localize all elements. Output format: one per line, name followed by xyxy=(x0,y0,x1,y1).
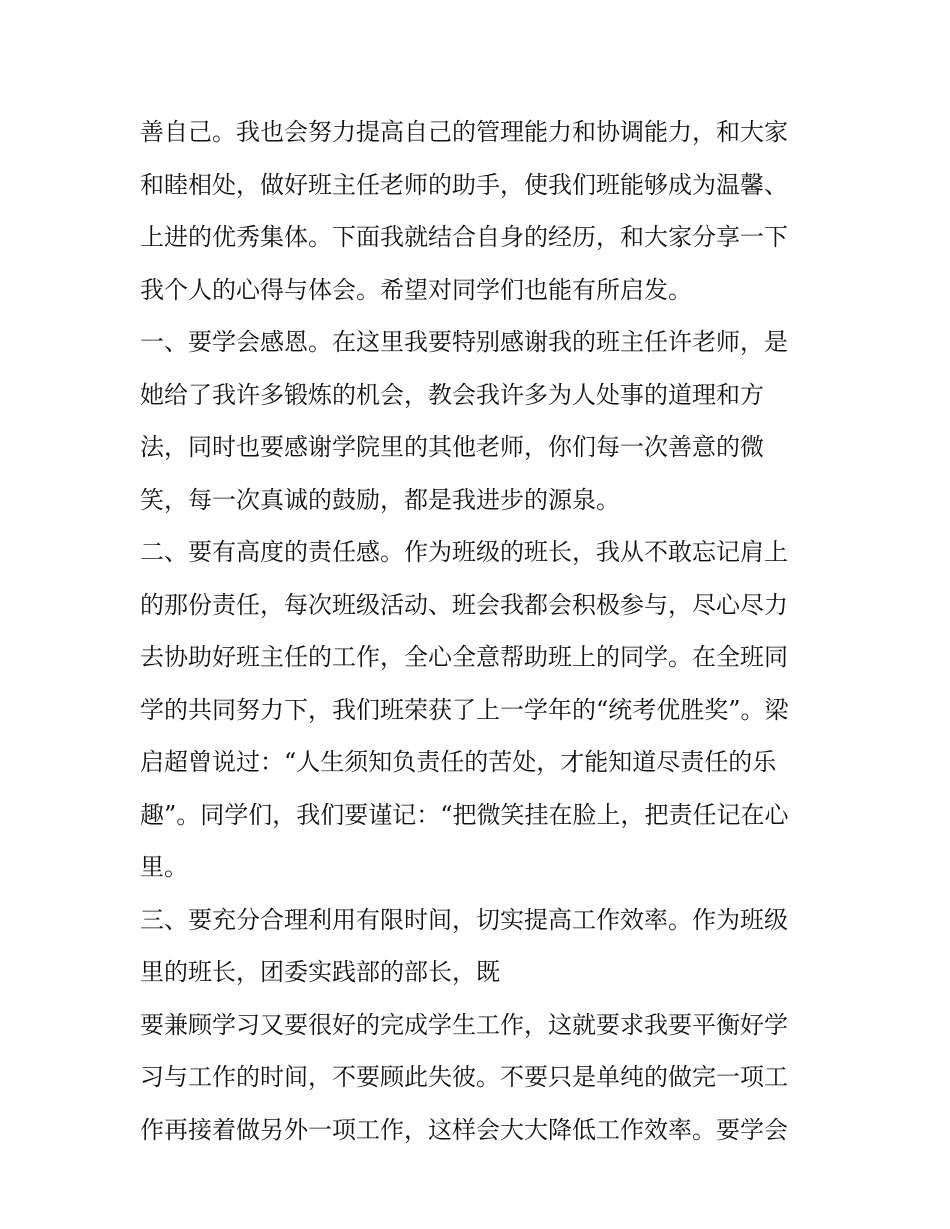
text-line: 上进的优秀集体。下面我就结合自身的经历，和大家分享一下 xyxy=(140,223,788,251)
text-line: 趣”。同学们，我们要谨记：“把微笑挂在脸上，把责任记在心 xyxy=(140,800,789,829)
section-heading-line: 三、要充分合理利用有限时间，切实提高工作效率。作为班级 xyxy=(140,905,788,934)
text-line: 要兼顾学习又要很好的完成学生工作，这就要求我要平衡好学 xyxy=(140,1010,788,1039)
text-line: 启超曾说过：“人生须知负责任的苦处，才能知道尽责任的乐 xyxy=(140,748,777,776)
section-heading-line: 一、要学会感恩。在这里我要特别感谢我的班主任许老师，是 xyxy=(140,328,788,356)
document-body xyxy=(140,106,820,1156)
text-line: 里。 xyxy=(140,853,188,881)
text-line: 笑，每一次真诚的鼓励，都是我进步的源泉。 xyxy=(140,485,620,514)
text-line: 法，同时也要感谢学院里的其他老师，你们每一次善意的微 xyxy=(140,433,764,461)
text-line: 去协助好班主任的工作，全心全意帮助班上的同学。在全班同 xyxy=(140,643,788,671)
text-line: 我个人的心得与体会。希望对同学们也能有所启发。 xyxy=(140,275,692,304)
text-line: 习与工作的时间，不要顾此失彼。不要只是单纯的做完一项工 xyxy=(140,1063,788,1091)
text-line: 作再接着做另外一项工作，这样会大大降低工作效率。要学会 xyxy=(140,1115,788,1144)
text-line: 善自己。我也会努力提高自己的管理能力和协调能力，和大家 xyxy=(140,118,788,146)
text-line: 和睦相处，做好班主任老师的助手，使我们班能够成为温馨、 xyxy=(140,170,788,199)
text-line: 里的班长，团委实践部的部长，既 xyxy=(140,958,500,986)
text-line: 的那份责任，每次班级活动、班会我都会积极参与，尽心尽力 xyxy=(140,590,788,619)
text-line: 学的共同努力下，我们班荣获了上一学年的“统考优胜奖”。梁 xyxy=(140,695,789,724)
section-heading-line: 二、要有高度的责任感。作为班级的班长，我从不敢忘记肩上 xyxy=(140,538,788,566)
text-line: 她给了我许多锻炼的机会，教会我许多为人处事的道理和方 xyxy=(140,380,764,409)
